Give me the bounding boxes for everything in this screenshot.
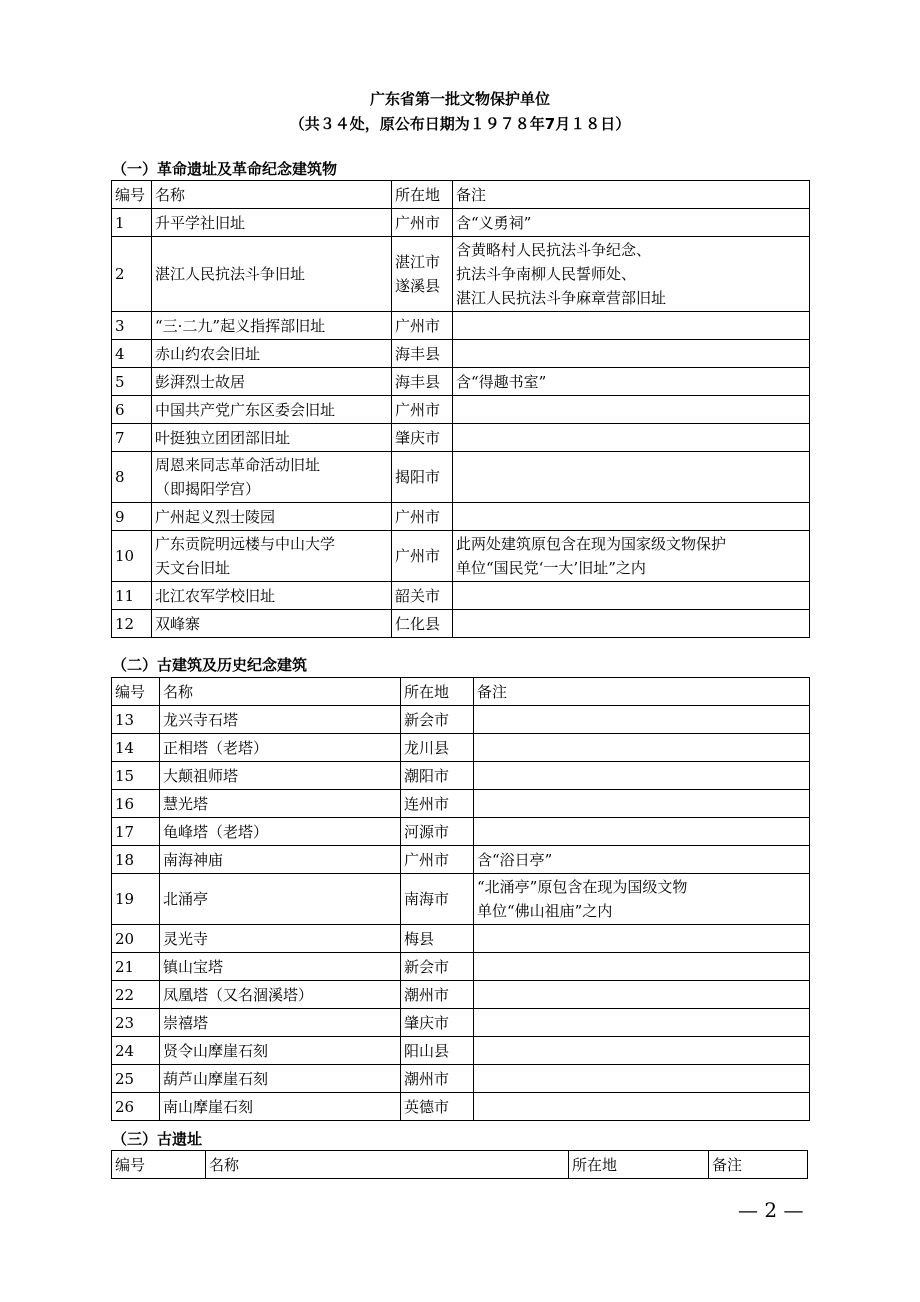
- number-cell: 2: [112, 237, 152, 312]
- location-cell: 潮阳市: [401, 762, 474, 790]
- note-cell: [474, 790, 810, 818]
- name-cell: 贤令山摩崖石刻: [160, 1037, 401, 1065]
- note-cell: [453, 582, 810, 610]
- number-cell: 25: [112, 1065, 160, 1093]
- table-row: [112, 846, 810, 874]
- table-row: [112, 452, 810, 503]
- name-cell: 叶挺独立团团部旧址: [152, 424, 392, 452]
- number-cell: 24: [112, 1037, 160, 1065]
- table-row: [112, 706, 810, 734]
- note-cell: 含“得趣书室”: [453, 368, 810, 396]
- name-cell: 双峰寨: [152, 610, 392, 638]
- note-cell: [474, 1065, 810, 1093]
- location-cell: 海丰县: [392, 368, 453, 396]
- table-row: [112, 762, 810, 790]
- name-cell: 中国共产党广东区委会旧址: [152, 396, 392, 424]
- ancient-buildings-table: [111, 677, 810, 1121]
- location-cell: 新会市: [401, 953, 474, 981]
- note-cell: [474, 1037, 810, 1065]
- table-row: [112, 981, 810, 1009]
- table-row: [112, 368, 810, 396]
- name-cell: 湛江人民抗法斗争旧址: [152, 237, 392, 312]
- name-cell: “三·二九”起义指挥部旧址: [152, 312, 392, 340]
- number-cell: 18: [112, 846, 160, 874]
- number-cell: 3: [112, 312, 152, 340]
- column-header: 所在地: [401, 678, 474, 706]
- number-cell: 7: [112, 424, 152, 452]
- number-cell: 13: [112, 706, 160, 734]
- location-cell: 揭阳市: [392, 452, 453, 503]
- table-row: [112, 237, 810, 312]
- note-cell: [453, 452, 810, 503]
- column-header: 名称: [160, 678, 401, 706]
- table-row: [112, 818, 810, 846]
- location-cell: 肇庆市: [401, 1009, 474, 1037]
- number-cell: 26: [112, 1093, 160, 1121]
- table-row: [112, 209, 810, 237]
- table-row: [112, 953, 810, 981]
- note-cell: [474, 1009, 810, 1037]
- location-cell: 湛江市 遂溪县: [392, 237, 453, 312]
- location-cell: 广州市: [392, 503, 453, 531]
- note-cell: [474, 1093, 810, 1121]
- name-cell: 广东贡院明远楼与中山大学 天文台旧址: [152, 531, 392, 582]
- name-cell: 北涌亭: [160, 874, 401, 925]
- column-header: 编号: [112, 1151, 206, 1179]
- column-header: 编号: [112, 678, 160, 706]
- number-cell: 5: [112, 368, 152, 396]
- location-cell: 广州市: [392, 396, 453, 424]
- section-heading-revolutionary-sites: （一）革命遗址及革命纪念建筑物: [112, 160, 338, 178]
- number-cell: 20: [112, 925, 160, 953]
- note-cell: [453, 340, 810, 368]
- note-cell: [453, 396, 810, 424]
- number-cell: 21: [112, 953, 160, 981]
- column-header: 所在地: [569, 1151, 709, 1179]
- name-cell: 赤山约农会旧址: [152, 340, 392, 368]
- name-cell: 周恩来同志革命活动旧址 （即揭阳学宫）: [152, 452, 392, 503]
- note-cell: [474, 706, 810, 734]
- location-cell: 英德市: [401, 1093, 474, 1121]
- table-row: [112, 312, 810, 340]
- name-cell: 慧光塔: [160, 790, 401, 818]
- note-cell: [474, 734, 810, 762]
- table-row: [112, 925, 810, 953]
- number-cell: 4: [112, 340, 152, 368]
- note-cell: [474, 818, 810, 846]
- column-header: 编号: [112, 181, 152, 209]
- table-header-row: [112, 678, 810, 706]
- name-cell: 彭湃烈士故居: [152, 368, 392, 396]
- number-cell: 9: [112, 503, 152, 531]
- note-cell: 含“义勇祠”: [453, 209, 810, 237]
- number-cell: 23: [112, 1009, 160, 1037]
- name-cell: 大颠祖师塔: [160, 762, 401, 790]
- note-cell: 此两处建筑原包含在现为国家级文物保护 单位“国民党‘一大’旧址”之内: [453, 531, 810, 582]
- name-cell: 凤凰塔（又名涸溪塔）: [160, 981, 401, 1009]
- note-cell: 含“浴日亭”: [474, 846, 810, 874]
- location-cell: 潮州市: [401, 981, 474, 1009]
- table-row: [112, 424, 810, 452]
- number-cell: 10: [112, 531, 152, 582]
- location-cell: 广州市: [401, 846, 474, 874]
- column-header: 备注: [709, 1151, 808, 1179]
- note-cell: [474, 762, 810, 790]
- page-number: — 2 —: [738, 1198, 804, 1222]
- table-row: [112, 1065, 810, 1093]
- name-cell: 崇禧塔: [160, 1009, 401, 1037]
- note-cell: [453, 503, 810, 531]
- table-row: [112, 1037, 810, 1065]
- note-cell: [474, 981, 810, 1009]
- location-cell: 连州市: [401, 790, 474, 818]
- location-cell: 肇庆市: [392, 424, 453, 452]
- number-cell: 17: [112, 818, 160, 846]
- location-cell: 广州市: [392, 312, 453, 340]
- number-cell: 14: [112, 734, 160, 762]
- section-heading-ancient-buildings: （二）古建筑及历史纪念建筑: [112, 656, 308, 674]
- name-cell: 南山摩崖石刻: [160, 1093, 401, 1121]
- number-cell: 19: [112, 874, 160, 925]
- location-cell: 阳山县: [401, 1037, 474, 1065]
- column-header: 名称: [206, 1151, 569, 1179]
- number-cell: 6: [112, 396, 152, 424]
- name-cell: 葫芦山摩崖石刻: [160, 1065, 401, 1093]
- table-row: [112, 340, 810, 368]
- location-cell: 新会市: [401, 706, 474, 734]
- note-cell: [474, 953, 810, 981]
- location-cell: 南海市: [401, 874, 474, 925]
- table-row: [112, 1009, 810, 1037]
- table-row: [112, 734, 810, 762]
- number-cell: 16: [112, 790, 160, 818]
- table-row: [112, 396, 810, 424]
- number-cell: 12: [112, 610, 152, 638]
- table-row: [112, 874, 810, 925]
- name-cell: 升平学社旧址: [152, 209, 392, 237]
- location-cell: 广州市: [392, 209, 453, 237]
- table-row: [112, 1093, 810, 1121]
- column-header: 备注: [474, 678, 810, 706]
- table-header-row: [112, 1151, 808, 1179]
- name-cell: 北江农军学校旧址: [152, 582, 392, 610]
- table-row: [112, 531, 810, 582]
- location-cell: 韶关市: [392, 582, 453, 610]
- note-cell: [453, 610, 810, 638]
- document-subtitle: （共３４处，原公布日期为１９７８年7月１８日）: [289, 115, 631, 133]
- location-cell: 河源市: [401, 818, 474, 846]
- column-header: 所在地: [392, 181, 453, 209]
- location-cell: 仁化县: [392, 610, 453, 638]
- location-cell: 广州市: [392, 531, 453, 582]
- revolutionary-sites-table: [111, 180, 810, 638]
- table-header-row: [112, 181, 810, 209]
- note-cell: 含黄略村人民抗法斗争纪念、 抗法斗争南柳人民誓师处、 湛江人民抗法斗争麻章营部旧址: [453, 237, 810, 312]
- table-row: [112, 790, 810, 818]
- table-row: [112, 610, 810, 638]
- location-cell: 龙川县: [401, 734, 474, 762]
- name-cell: 镇山宝塔: [160, 953, 401, 981]
- name-cell: 南海神庙: [160, 846, 401, 874]
- name-cell: 龙兴寺石塔: [160, 706, 401, 734]
- table-row: [112, 503, 810, 531]
- location-cell: 梅县: [401, 925, 474, 953]
- note-cell: “北涌亭”原包含在现为国级文物 单位“佛山祖庙”之内: [474, 874, 810, 925]
- number-cell: 1: [112, 209, 152, 237]
- name-cell: 广州起义烈士陵园: [152, 503, 392, 531]
- name-cell: 正相塔（老塔）: [160, 734, 401, 762]
- note-cell: [453, 424, 810, 452]
- document-title: 广东省第一批文物保护单位: [369, 90, 550, 108]
- location-cell: 海丰县: [392, 340, 453, 368]
- note-cell: [453, 312, 810, 340]
- column-header: 名称: [152, 181, 392, 209]
- number-cell: 15: [112, 762, 160, 790]
- number-cell: 22: [112, 981, 160, 1009]
- name-cell: 灵光寺: [160, 925, 401, 953]
- table-row: [112, 582, 810, 610]
- note-cell: [474, 925, 810, 953]
- number-cell: 8: [112, 452, 152, 503]
- ancient-ruins-table: [111, 1150, 808, 1179]
- location-cell: 潮州市: [401, 1065, 474, 1093]
- number-cell: 11: [112, 582, 152, 610]
- section-heading-ancient-ruins: （三）古遗址: [112, 1130, 203, 1148]
- name-cell: 龟峰塔（老塔）: [160, 818, 401, 846]
- column-header: 备注: [453, 181, 810, 209]
